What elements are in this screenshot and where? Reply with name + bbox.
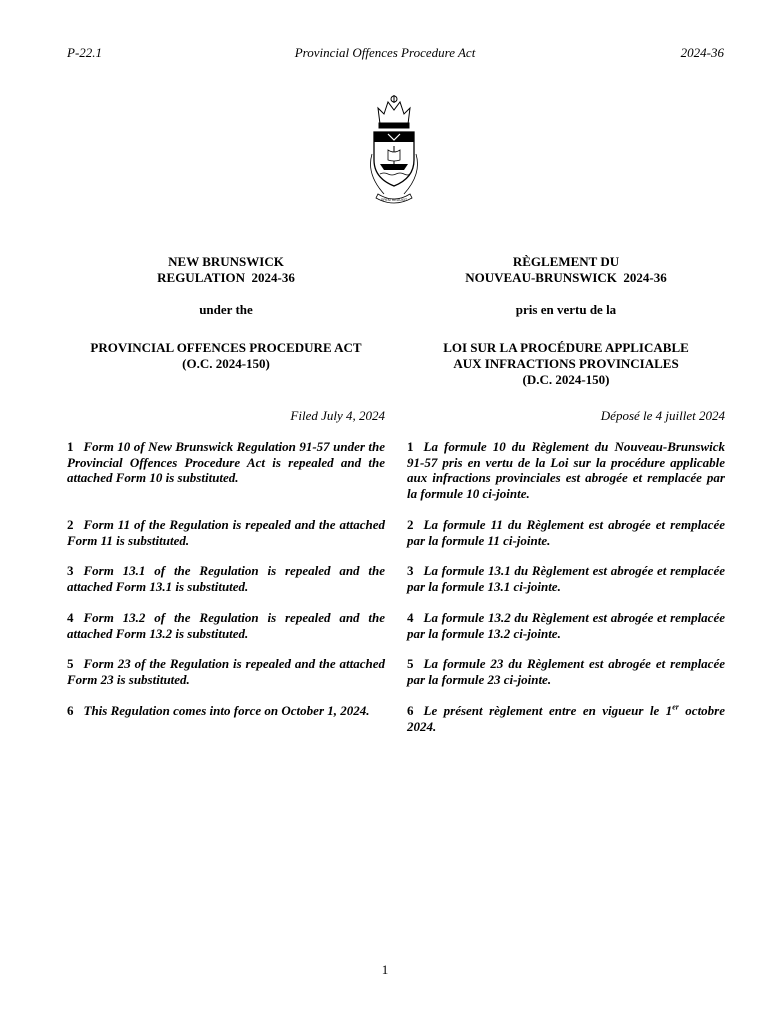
- crest-motto: SPEM REDUXIT: [380, 198, 408, 202]
- running-header-act-title: Provincial Offences Procedure Act: [294, 45, 476, 60]
- section-text: Form 23 of the Regulation is repealed and the attached Form 23 is substituted.: [67, 656, 385, 687]
- section-text: Form 10 of New Brunswick Regulation 91-57 under the Provincial Offences Procedure Act is repealed and the attached Form 10 is substituted.: [67, 439, 385, 485]
- section-text: This Regulation comes into force on October 1, 2024.: [83, 703, 370, 718]
- section-number: 4: [67, 610, 74, 625]
- english-title-line2: REGULATION 2024-36: [157, 270, 295, 285]
- english-under: under the: [199, 302, 253, 317]
- french-under: pris en vertu de la: [515, 302, 617, 317]
- section-text: La formule 13.1 du Règlement est abrogée et remplacée par la formule 13.1 ci-jointe.: [407, 563, 725, 594]
- french-title: [407, 254, 725, 286]
- section-text-before: Le présent règlement entre en vigueur le 1: [423, 703, 673, 718]
- french-title-line2: NOUVEAU-BRUNSWICK 2024-36: [465, 270, 667, 285]
- french-section: [407, 439, 725, 501]
- section-number: 3: [67, 563, 74, 578]
- page-number: 1: [381, 962, 389, 977]
- section-number: 5: [407, 656, 414, 671]
- section-number: 2: [407, 517, 414, 532]
- french-section: [407, 517, 725, 548]
- english-act-line1: PROVINCIAL OFFENCES PROCEDURE ACT: [90, 340, 362, 355]
- section-text: La formule 10 du Règlement du Nouveau-Brunswick 91-57 pris en vertu de la Loi sur la procédure applicable aux infractions provinciales est abrogée et remplacée par la formule 10 ci-jointe.: [407, 439, 725, 501]
- section-number: 3: [407, 563, 414, 578]
- french-section: [407, 610, 725, 641]
- section-text: La formule 23 du Règlement est abrogée et remplacée par la formule 23 ci-jointe.: [407, 656, 725, 687]
- section-text: Form 13.1 of the Regulation is repealed and the attached Form 13.1 is substituted.: [67, 563, 385, 594]
- section-number: 4: [407, 610, 414, 625]
- english-section: [67, 610, 385, 641]
- french-filed-date: Déposé le 4 juillet 2024: [600, 408, 725, 423]
- section-number: 6: [67, 703, 74, 718]
- section-text: Form 13.2 of the Regulation is repealed and the attached Form 13.2 is substituted.: [67, 610, 385, 641]
- english-section: [67, 656, 385, 687]
- section-text: La formule 13.2 du Règlement est abrogée et remplacée par la formule 13.2 ci-jointe.: [407, 610, 725, 641]
- section-number: 5: [67, 656, 74, 671]
- french-act-name: [407, 340, 725, 388]
- section-text: Form 11 of the Regulation is repealed and the attached Form 11 is substituted.: [67, 517, 385, 548]
- french-section: [407, 703, 725, 734]
- french-act-line3: (D.C. 2024-150): [522, 372, 610, 387]
- section-number: 6: [407, 703, 414, 718]
- superscript-er: er: [672, 702, 679, 712]
- french-act-line1: LOI SUR LA PROCÉDURE APPLICABLE: [443, 340, 689, 355]
- french-act-line2: AUX INFRACTIONS PROVINCIALES: [453, 356, 679, 371]
- section-number: 1: [67, 439, 74, 454]
- english-section: [67, 563, 385, 594]
- section-text-after: octobre 2024.: [407, 703, 726, 734]
- english-section: [67, 517, 385, 548]
- english-title: [67, 254, 385, 286]
- section-text: La formule 11 du Règlement est abrogée et remplacée par la formule 11 ci-jointe.: [407, 517, 725, 548]
- english-act-name: [67, 340, 385, 372]
- section-number: 2: [67, 517, 74, 532]
- running-header-regulation-number: 2024-36: [680, 45, 724, 60]
- english-filed-date: Filed July 4, 2024: [290, 408, 385, 423]
- french-title-line1: RÈGLEMENT DU: [512, 254, 620, 269]
- french-section: [407, 656, 725, 687]
- english-section: [67, 439, 385, 486]
- new-brunswick-coat-of-arms-icon: [364, 94, 424, 206]
- section-number: 1: [407, 439, 414, 454]
- english-section: [67, 703, 385, 719]
- running-header-act-number: P-22.1: [67, 45, 103, 60]
- french-section: [407, 563, 725, 594]
- english-act-line2: (O.C. 2024-150): [182, 356, 270, 371]
- english-title-line1: NEW BRUNSWICK: [168, 254, 284, 269]
